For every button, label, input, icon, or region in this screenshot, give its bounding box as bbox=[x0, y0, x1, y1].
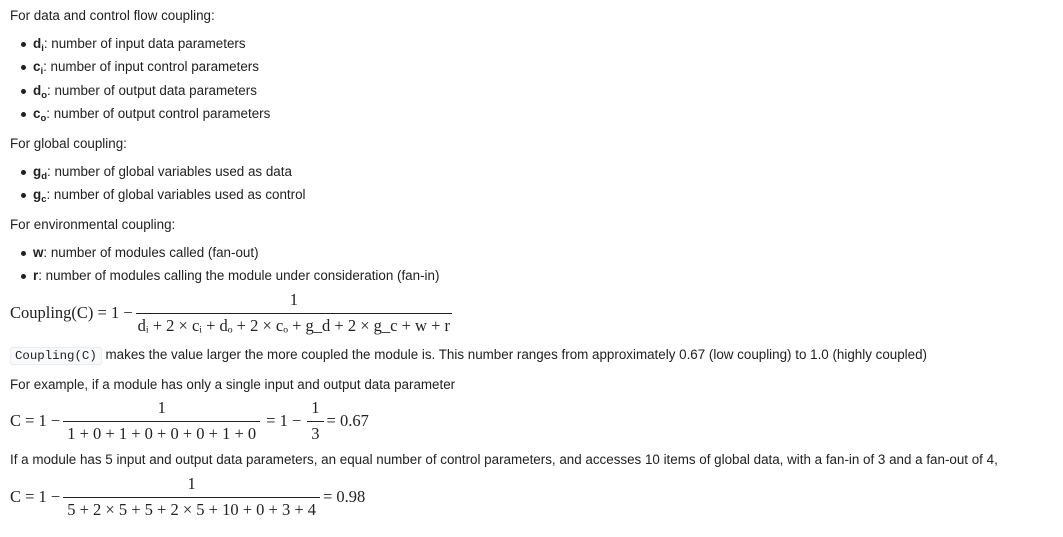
example1-result: = 0.67 bbox=[326, 411, 369, 430]
list-item bbox=[0, 183, 306, 206]
example1-lhs: C = 1 − bbox=[10, 411, 61, 430]
data-control-list bbox=[0, 32, 270, 126]
list-item bbox=[0, 32, 270, 55]
example1-fraction bbox=[63, 400, 260, 442]
intro-env: For environmental coupling: bbox=[10, 217, 176, 232]
symbol-r: r bbox=[33, 268, 39, 284]
list-item bbox=[0, 55, 270, 78]
coupling-formula bbox=[10, 292, 455, 334]
item-text: : number of modules calling the module under consideration (fan-in) bbox=[38, 268, 440, 284]
symbol-di: $d_i$ bbox=[33, 36, 44, 54]
example2-result: = 0.98 bbox=[323, 487, 366, 506]
intro-global: For global coupling: bbox=[10, 136, 127, 151]
example1-mid: = 1 − bbox=[266, 411, 302, 430]
formula-fraction bbox=[136, 292, 452, 334]
example2-fraction bbox=[63, 476, 320, 518]
item-text: : number of output control parameters bbox=[46, 106, 271, 122]
symbol-co: $c_o$ bbox=[33, 106, 47, 125]
symbol-gc: $g_c$ bbox=[33, 187, 47, 206]
coupling-note bbox=[10, 347, 927, 363]
example2-formula bbox=[10, 476, 365, 518]
example1-fraction2 bbox=[307, 400, 323, 442]
example2-lhs: C = 1 − bbox=[10, 487, 61, 506]
symbol-do: $d_o$ bbox=[33, 82, 47, 101]
example1-numerator2: 1 bbox=[311, 398, 320, 417]
list-item bbox=[0, 160, 306, 183]
list-item bbox=[0, 241, 439, 264]
item-text: : number of input data parameters bbox=[43, 36, 246, 51]
example1-denominator2: 3 bbox=[307, 421, 323, 443]
example2-denominator: 5 + 2 × 5 + 5 + 2 × 5 + 10 + 0 + 3 + 4 bbox=[63, 497, 320, 519]
formula-denominator: dᵢ + 2 × cᵢ + dₒ + 2 × cₒ + g_d + 2 × g_c + w + r bbox=[136, 313, 452, 335]
global-list bbox=[0, 160, 306, 207]
list-item bbox=[0, 79, 270, 102]
example1-formula bbox=[10, 400, 369, 442]
example1-numerator: 1 bbox=[157, 398, 166, 417]
symbol-ci: $c_i$ bbox=[33, 59, 44, 78]
item-text: : number of input control parameters bbox=[43, 59, 259, 75]
example1-intro: For example, if a module has only a single input and output data parameter bbox=[10, 377, 456, 392]
symbol-gd: $g_d$ bbox=[33, 164, 47, 182]
code-coupling: Coupling(C) bbox=[10, 347, 102, 365]
note-text: makes the value larger the more coupled the module is. This number ranges from approximately 0.67 (low coupling) to 1.0 (highly coupled) bbox=[101, 347, 927, 362]
list-item bbox=[0, 264, 439, 287]
formula-lhs: Coupling(C) = 1 − bbox=[10, 303, 133, 322]
example1-denominator: 1 + 0 + 1 + 0 + 0 + 0 + 1 + 0 bbox=[63, 421, 260, 443]
item-text: : number of global variables used as control bbox=[46, 187, 306, 203]
example2-numerator: 1 bbox=[187, 474, 196, 493]
formula-numerator: 1 bbox=[289, 290, 298, 309]
item-text: : number of global variables used as data bbox=[47, 164, 292, 179]
list-item bbox=[0, 102, 270, 125]
symbol-w: w bbox=[33, 245, 44, 260]
intro-data-control: For data and control flow coupling: bbox=[10, 8, 215, 23]
item-text: : number of output data parameters bbox=[47, 82, 257, 98]
env-list bbox=[0, 241, 439, 288]
item-text: : number of modules called (fan-out) bbox=[43, 245, 259, 260]
example2-intro: If a module has 5 input and output data parameters, an equal number of control parameters, and accesses 10 items of global data, with a fan-in of 3 and a fan-out of 4, bbox=[10, 452, 998, 467]
